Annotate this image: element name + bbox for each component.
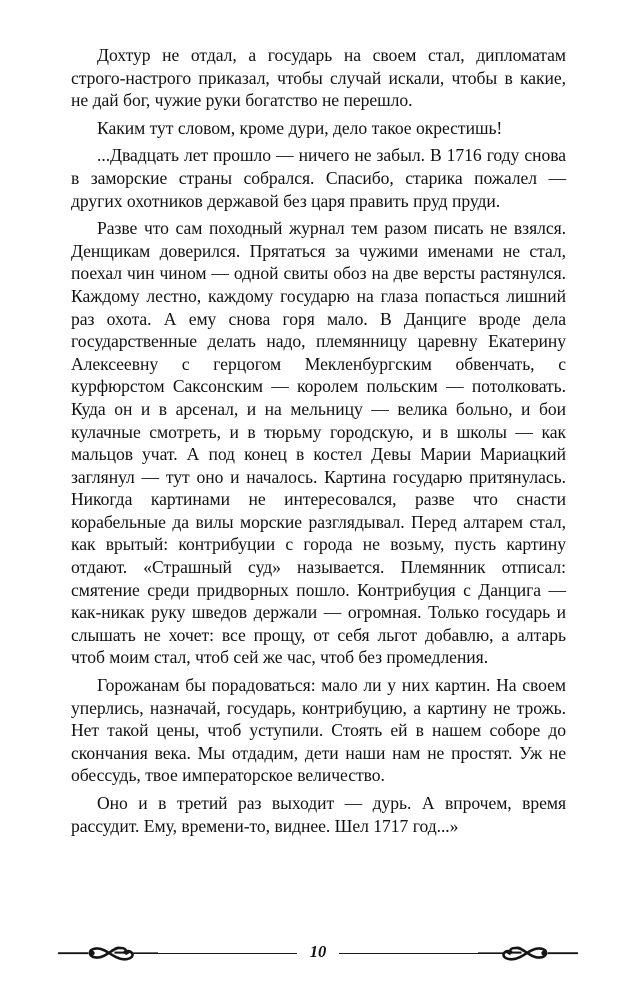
footer-ornament-row: [58, 938, 578, 968]
flourish-ornament-right-icon: [478, 940, 578, 966]
flourish-ornament-left-icon: [58, 940, 158, 966]
page-text-body: [71, 44, 566, 837]
footer-rule-left: [158, 953, 297, 954]
footer-rule-right: [339, 953, 478, 954]
paragraph: Горожанам бы порадоваться: мало ли у них картин. На своем уперлись, назначай, государь, контрибуцию, а картину не трожь. Нет такой цены, чтоб уступили. Стоять ей в нашем соборе до скончания века. Мы отдадим, дети наши нам не простят. Уж не обессудь, твое императорское величество.: [71, 675, 566, 786]
page-footer: [0, 936, 636, 970]
paragraph: ...Двадцать лет прошло — ничего не забыл. В 1716 году снова в заморские страны собрался. Спасибо, старика пожалел — других охотников державой без царя править пруд пруди.: [71, 145, 566, 211]
paragraph: Разве что сам походный журнал тем разом писать не взялся. Денщикам доверился. Прятаться за чужими именами не стал, поехал чин чином — одной свиты обоз на две версты растянулся. Каждому лестно, каждому государю на глаза попасться лишний раз охота. А ему снова горя мало. В Данциге вроде дела государственные делать надо, племянницу царевну Екатерину Алексеевну с герцогом Мекленбургским обвенчать, с курфюрстом Саксонским — королем польским — потолковать. Куда он и в арсенал, и на мельницу — велика больно, и бои кулачные смотреть, и в тюрьму городскую, и в школы — как мальцов учат. А под конец в костел Девы Марии Мариацкий заглянул — тут оно и началось. Картина государю притянулась. Никогда картинами не интересовался, разве что снасти корабельные да вилы морские разглядывал. Перед алтарем стал, как врытый: контрибуции с города не возьму, пусть картину отдают. «Страшный суд» называется. Племянник отписал: смятение среди придворных пошло. Контрибуция с Данцига — как-никак руку шведов держали — огромная. Только государь и слышать не хочет: все прощу, от себя льгот добавлю, а алтарь чтоб моим стал, чтоб сей же час, чтоб без промедления.: [71, 218, 566, 668]
page-number: 10: [309, 941, 327, 961]
paragraph: Каким тут словом, кроме дури, дело такое окрестишь!: [97, 117, 503, 138]
paragraph: Оно и в третий раз выходит — дурь. А впрочем, время рассудит. Ему, времени-то, виднее. Шел 1717 год...»: [71, 793, 566, 836]
paragraph: Дохтур не отдал, а государь на своем стал, дипломатам строго-настрого приказал, чтобы случай искали, чтобы в какие, не дай бог, чужие руки богатство не перешло.: [71, 45, 566, 111]
